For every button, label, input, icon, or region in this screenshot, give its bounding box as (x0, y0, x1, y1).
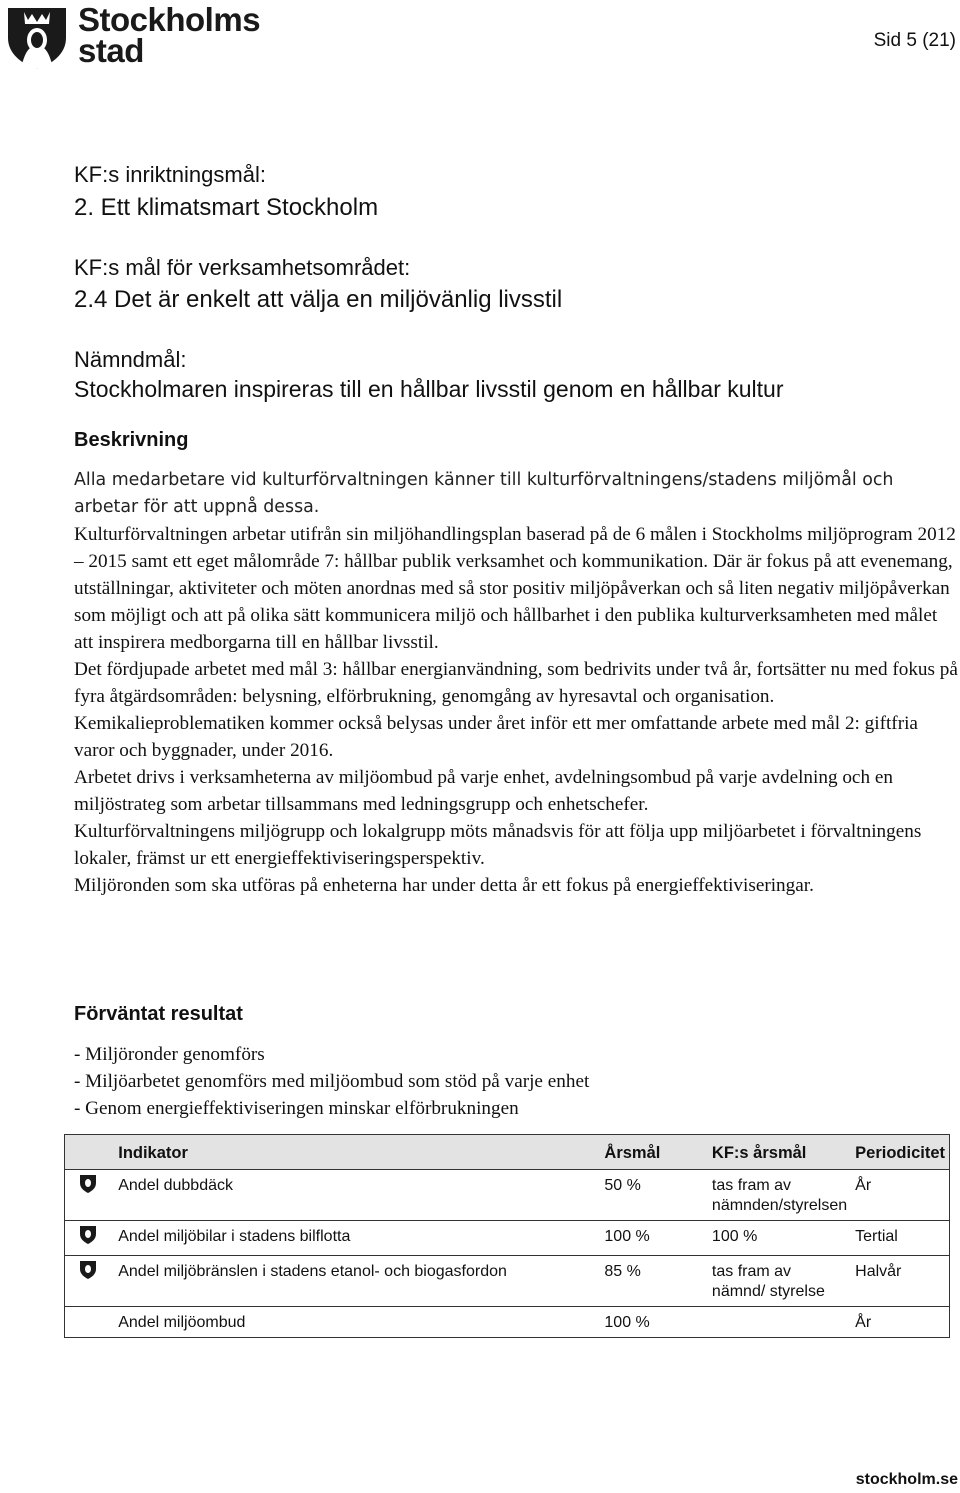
description-body (74, 521, 960, 899)
logo-line-1: Stockholms (78, 1, 261, 38)
indicator-cell: Andel miljöbilar i stadens bilflotta (118, 1228, 351, 1245)
kf-area-title: 2.4 Det är enkelt att välja en miljövänlig livsstil (74, 286, 563, 313)
indicator-cell: Andel dubbdäck (118, 1177, 233, 1194)
page-number: Sid 5 (21) (873, 30, 956, 51)
kf-area-label: KF:s mål för verksamhetsområdet: (74, 255, 411, 280)
city-shield-icon (79, 1225, 97, 1245)
description-paragraph: Miljöronden som ska utföras på enheterna har under detta år ett fokus på energieffektiviseringar. (74, 875, 814, 896)
description-paragraph: Kemikalieproblematiken kommer också belysas under året inför ett mer omfattande arbete med mål 2: giftfria varor och byggnader, under 2016. (74, 713, 918, 761)
header-icon-cell (65, 1135, 115, 1170)
indicator-cell: Andel miljöombud (118, 1314, 246, 1331)
table-row (65, 1221, 950, 1256)
header-periodicity: Periodicitet (855, 1144, 945, 1162)
description-paragraph: Kulturförvaltningen arbetar utifrån sin miljöhandlingsplan baserad på de 6 målen i Stockholms miljöprogram 2012 – 2015 samt ett eget målområde 7: hållbar publik verksamhet och kommunikation. Där är fokus på att evenemang, utställningar, aktiviteter och möten anordnas med så stor positiv miljöpåverkan och så liten negativ miljöpåverkan som möjligt och att på olika sätt kommunicera miljö och hållbarhet i den publika kulturverksamheten med målet att inspirera medborgarna till en hållbar livsstil. (74, 524, 956, 653)
city-crest-icon (2, 2, 72, 70)
table-header-row (65, 1135, 950, 1170)
footer-site-link[interactable]: stockholm.se (855, 1471, 958, 1488)
table-row (65, 1170, 950, 1221)
periodicity-cell: År (855, 1177, 872, 1194)
arsmal-cell: 50 % (604, 1177, 641, 1194)
description-intro: Alla medarbetare vid kulturförvaltningen känner till kulturförvaltningens/stadens miljömål och arbetar för att uppnå dessa. (74, 470, 894, 517)
description-paragraph: Arbetet drivs i verksamheterna av miljöombud på varje enhet, avdelningsombud på varje avdelning och en miljöstrateg som arbetar tillsammans med ledningsgrupp och enhetschefer. (74, 767, 893, 815)
stockholms-stad-logo (0, 0, 261, 72)
row-icon-cell (65, 1221, 115, 1256)
kf-arsmal-cell: tas fram av nämnden/styrelsen (711, 1177, 848, 1214)
table-row (65, 1307, 950, 1338)
row-icon-cell (65, 1170, 115, 1221)
kf-arsmal-cell: tas fram av nämnd/ styrelse (711, 1263, 825, 1300)
indicator-table (64, 1134, 950, 1338)
periodicity-cell: Halvår (855, 1263, 902, 1280)
list-item: - Genom energieffektiviseringen minskar elförbrukningen (74, 1098, 519, 1119)
arsmal-cell: 100 % (604, 1228, 650, 1245)
arsmal-cell: 85 % (604, 1263, 641, 1280)
board-goal-label: Nämndmål: (74, 347, 187, 372)
expected-results-heading: Förväntat resultat (74, 1003, 243, 1025)
kf-arsmal-cell (708, 1307, 851, 1338)
list-item: - Miljöronder genomförs (74, 1044, 265, 1065)
description-heading: Beskrivning (74, 429, 189, 451)
indicator-cell: Andel miljöbränslen i stadens etanol- och biogasfordon (118, 1263, 507, 1280)
description-paragraph: Kulturförvaltningens miljögrupp och lokalgrupp möts månadsvis för att följa upp miljöarbetet i förvaltningens lokaler, främst ur ett energieffektiviseringsperspektiv. (74, 821, 922, 869)
header-indicator: Indikator (118, 1144, 188, 1162)
kf-arsmal-cell: 100 % (711, 1228, 758, 1245)
logo-wordmark (78, 1, 261, 69)
periodicity-cell: Tertial (855, 1228, 898, 1245)
kf-direction-title: 2. Ett klimatsmart Stockholm (74, 194, 379, 221)
city-shield-icon (79, 1174, 97, 1194)
row-icon-cell (65, 1307, 115, 1338)
table-row (65, 1256, 950, 1307)
expected-results-list (74, 1041, 954, 1122)
header-kf-arsmal: KF:s årsmål (711, 1144, 807, 1162)
logo-line-2: stad (78, 32, 144, 69)
description-paragraph: Det fördjupade arbetet med mål 3: hållbar energianvändning, som bedrivits under två år, fortsätter nu med fokus på fyra åtgärdsområden: belysning, elförbrukning, genomgång av hyresavtal och organisation. (74, 659, 958, 707)
board-goal-title: Stockholmaren inspireras till en hållbar livsstil genom en hållbar kultur (74, 376, 784, 402)
arsmal-cell: 100 % (604, 1314, 650, 1331)
header-arsmal: Årsmål (604, 1144, 661, 1162)
kf-direction-label: KF:s inriktningsmål: (74, 162, 266, 187)
row-icon-cell (65, 1256, 115, 1307)
city-shield-icon (79, 1260, 97, 1280)
periodicity-cell: År (855, 1314, 872, 1331)
list-item: - Miljöarbetet genomförs med miljöombud som stöd på varje enhet (74, 1071, 590, 1092)
